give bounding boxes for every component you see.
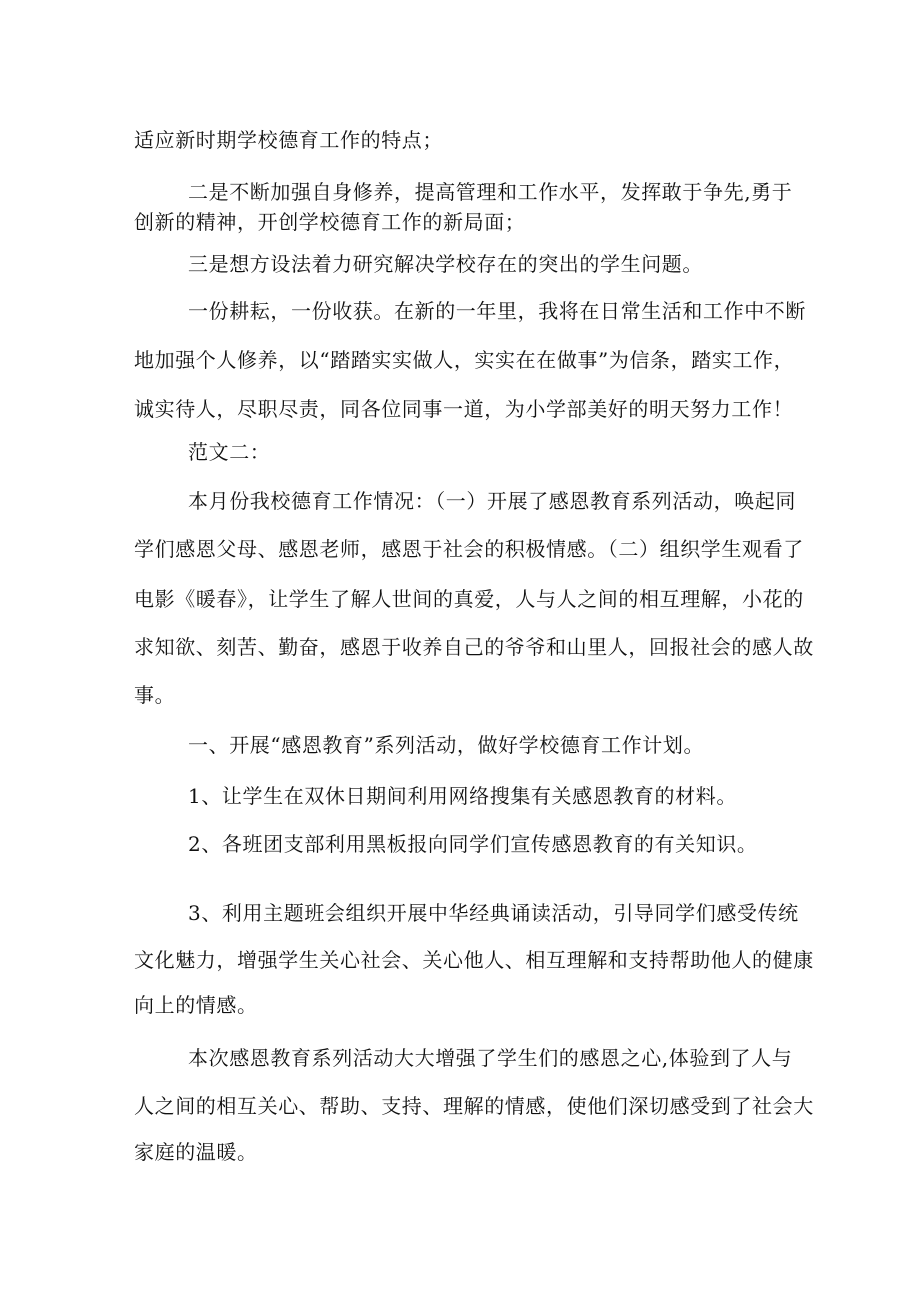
- text-line: 适应新时期学校德育工作的特点；: [134, 128, 443, 152]
- text-line: 事。: [134, 683, 176, 707]
- text-line: 电影《暖春》，让学生了解人世间的真爱，人与人之间的相互理解，小花的: [134, 587, 804, 611]
- section-heading: 范文二：: [188, 440, 271, 464]
- text-line: 创新的精神，开创学校德育工作的新局面；: [134, 210, 526, 234]
- text-line: 文化魅力，增强学生关心社会、关心他人、相互理解和支持帮助他人的健康: [134, 948, 814, 972]
- paragraph-first-line: 本月份我校德育工作情况：（一）开展了感恩教育系列活动，唤起同: [188, 489, 796, 513]
- list-item: 1、让学生在双休日期间利用网络搜集有关感恩教育的材料。: [188, 784, 737, 808]
- text-line: 求知欲、刻苦、勤奋，感恩于收养自己的爷爷和山里人，回报社会的感人故: [134, 635, 814, 659]
- paragraph-first-line: 三是想方设法着力研究解决学校存在的突出的学生问题。: [188, 252, 703, 276]
- text-line: 家庭的温暖。: [134, 1140, 258, 1164]
- text-line: 地加强个人修养，以“踏踏实实做人，实实在在做事”为信条，踏实工作，: [134, 348, 795, 372]
- text-line: 人之间的相互关心、帮助、支持、理解的情感，使他们深切感受到了社会大: [134, 1094, 814, 1118]
- list-item: 2、各班团支部利用黑板报向同学们宣传感恩教育的有关知识。: [188, 832, 758, 856]
- paragraph-first-line: 本次感恩教育系列活动大大增强了学生们的感恩之心,体验到了人与: [188, 1046, 793, 1070]
- list-heading: 一、开展“感恩教育”系列活动，做好学校德育工作计划。: [188, 733, 705, 757]
- paragraph-first-line: 一份耕耘，一份收获。在新的一年里，我将在日常生活和工作中不断: [188, 299, 806, 323]
- text-line: 学们感恩父母、感恩老师，感恩于社会的积极情感。（二）组织学生观看了: [134, 537, 804, 561]
- list-item: 3、利用主题班会组织开展中华经典诵读活动，引导同学们感受传统: [188, 901, 799, 925]
- paragraph-first-line: 二是不断加强自身修养，提高管理和工作水平，发挥敢于争先,勇于: [188, 180, 793, 204]
- text-line: 向上的情感。: [134, 993, 258, 1017]
- text-line: 诚实待人，尽职尽责，同各位同事一道，为小学部美好的明天努力工作！: [134, 397, 794, 421]
